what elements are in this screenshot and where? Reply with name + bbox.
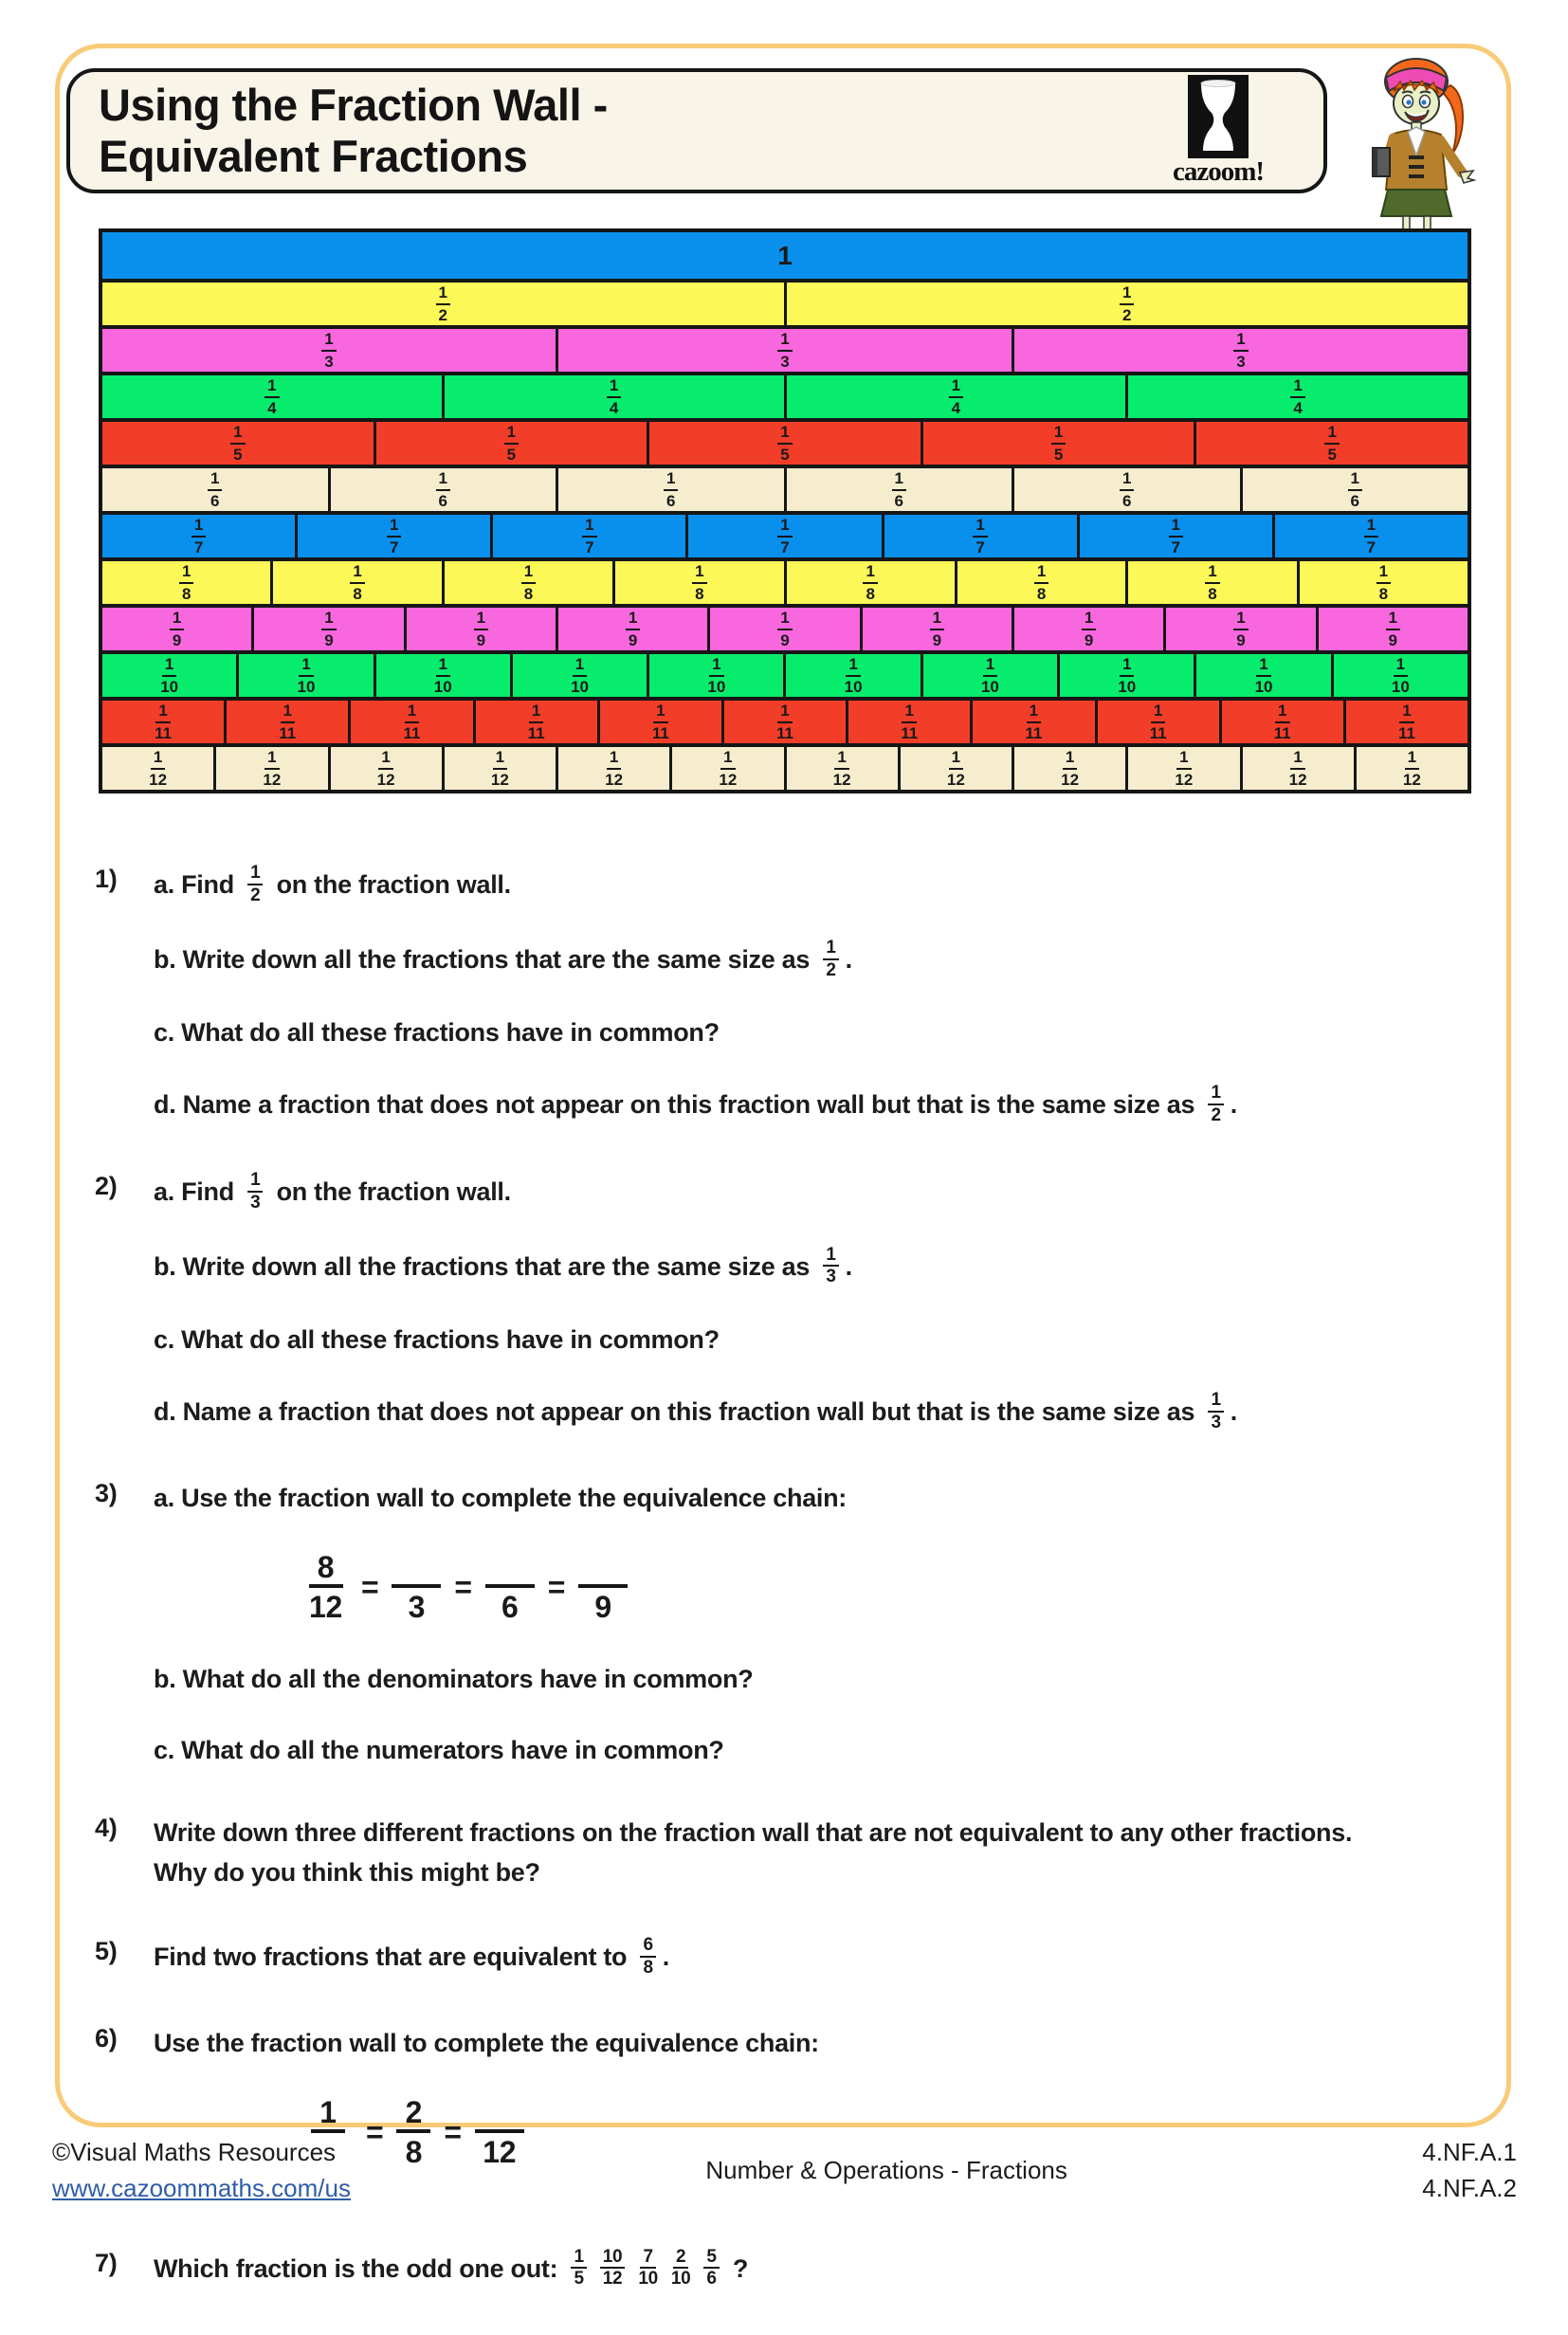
fraction: $\frac{1}{7}$ [387, 515, 401, 557]
question-part [154, 1085, 1488, 1128]
question-number: 2) [95, 1171, 118, 1200]
fraction: $\frac{1}{9}$ [1082, 608, 1096, 650]
fraction: $\frac{1}{5}$ [1051, 422, 1066, 465]
wall-cell [1012, 608, 1163, 650]
wall-cell [102, 561, 270, 604]
fraction: $\frac{1}{8}$ [1034, 561, 1048, 604]
question-text: c. What do all the numerators have in common? [154, 1735, 724, 1764]
fraction: $\frac{1}{7}$ [1169, 515, 1183, 557]
wall-cell [669, 747, 783, 790]
wall-cell [102, 515, 295, 557]
fraction: $\frac{1}{12}$ [376, 748, 395, 789]
wall-cell [348, 701, 472, 743]
wall-cell [213, 747, 327, 790]
fraction: $\frac{1}{10}$ [844, 655, 863, 696]
wall-cell [1012, 329, 1468, 372]
cazoom-drum-icon [1188, 75, 1249, 158]
wall-cell [1343, 701, 1468, 743]
fraction: $\frac{1}{12}$ [1061, 748, 1080, 789]
footer-standard-2: 4.NF.A.2 [1422, 2173, 1517, 2202]
fraction: $\frac{1}{11}$ [1397, 702, 1415, 742]
fraction: $\frac{1}{8}$ [1377, 561, 1391, 604]
equals-sign: = [444, 2114, 462, 2149]
question-7 [95, 2246, 1488, 2292]
wall-cell [102, 468, 328, 511]
footer-standard-1: 4.NF.A.1 [1422, 2138, 1517, 2166]
fraction: $\frac{1}{9}$ [626, 608, 640, 650]
wall-cell [1012, 747, 1125, 790]
question-text: on the fraction wall. [269, 1177, 511, 1206]
fraction: $\frac{1}{3}$ [321, 329, 336, 372]
question-body [154, 865, 1488, 1128]
wall-cell [1194, 422, 1468, 465]
fraction: $\frac{1}{10}$ [707, 655, 726, 696]
question-5 [95, 1937, 1488, 1980]
wall-cell [1194, 654, 1330, 697]
wall-cell [442, 747, 556, 790]
wall-cell [1125, 561, 1296, 604]
wall-cell [784, 283, 1468, 325]
fraction: $\frac{1}{4}$ [949, 375, 963, 418]
question-part [154, 1814, 1488, 1893]
wall-cell [374, 422, 647, 465]
wall-cell [784, 747, 898, 790]
fraction: $\frac{1}{3}$ [1233, 329, 1248, 372]
fraction: $\frac{1}{2}$ [1120, 283, 1134, 325]
question-2 [95, 1169, 1488, 1435]
fraction: $\frac{6}{8}$ [640, 1935, 655, 1979]
question-text: a. Find [154, 869, 242, 899]
question-part [154, 2024, 1488, 2064]
footer-standards [1422, 2135, 1517, 2206]
wall-cell [270, 561, 441, 604]
fraction: 6 [485, 1550, 535, 1626]
wall-cell [921, 422, 1194, 465]
fraction: $\frac{1}{10}$ [1391, 655, 1410, 696]
question-4 [95, 1814, 1488, 1893]
wall-cell [1125, 747, 1239, 790]
question-text: b. Write down all the fractions that are the same size as [154, 944, 817, 974]
question-part [154, 1479, 1488, 1519]
question-number: 5) [95, 1937, 118, 1966]
fraction: $\frac{1}{11}$ [155, 702, 173, 742]
wall-cell [102, 608, 251, 650]
wall-cell [236, 654, 373, 697]
wall-cell [102, 747, 213, 790]
footer-left [52, 2135, 351, 2206]
question-part [154, 865, 1488, 908]
wall-cell [1125, 375, 1468, 418]
question-text: . [1230, 1090, 1237, 1120]
fraction: $\frac{2}{10}$ [670, 2246, 691, 2289]
wall-cell [102, 701, 224, 743]
fraction: $\frac{1}{7}$ [777, 515, 792, 557]
wall-cell [295, 515, 490, 557]
fraction: $\frac{1}{10}$ [297, 655, 316, 696]
fraction: $\frac{1}{8}$ [1205, 561, 1219, 604]
question-text: d. Name a fraction that does not appear on this fraction wall but that is the same size as [154, 1090, 1202, 1120]
question-text: . [1230, 1397, 1237, 1427]
wall-cell [510, 654, 647, 697]
fraction: $\frac{1}{5}$ [230, 422, 245, 465]
wall-cell [556, 608, 707, 650]
questions [95, 865, 1488, 2335]
wall-cell [1240, 468, 1468, 511]
question-body [154, 1479, 1488, 1771]
fraction: $\frac{1}{3}$ [823, 1245, 838, 1288]
fraction: $\frac{1}{11}$ [1273, 702, 1291, 742]
fraction: 3 [392, 1550, 441, 1626]
wall-cell [721, 701, 846, 743]
fraction: $\frac{1}{10}$ [571, 655, 589, 696]
wall-cell [1163, 608, 1315, 650]
wall-cell [328, 468, 556, 511]
wall-cell [784, 468, 1012, 511]
wall-cell [1354, 747, 1468, 790]
fraction: $\frac{1}{10}$ [1118, 655, 1137, 696]
question-text: Which fraction is the odd one out: [154, 2253, 565, 2283]
fraction: $\frac{1}{7}$ [582, 515, 596, 557]
fraction: $\frac{1}{2}$ [436, 283, 450, 325]
question-part [154, 1013, 1488, 1053]
question-part [154, 2246, 1488, 2292]
wall-cell [556, 747, 669, 790]
question-text: b. Write down all the fractions that are the same size as [154, 1251, 817, 1281]
fraction: 9 [578, 1550, 628, 1626]
question-part [154, 1937, 1488, 1980]
question-part [154, 1392, 1488, 1435]
wall-cell [102, 375, 442, 418]
question-text: . [845, 944, 852, 974]
question-3 [95, 1479, 1488, 1771]
wall-cell [1057, 654, 1194, 697]
fraction: $\frac{1}{8}$ [521, 561, 536, 604]
fraction: $\frac{1}{4}$ [264, 375, 279, 418]
fraction: $\frac{1}{6}$ [208, 468, 222, 511]
wall-cell [921, 654, 1057, 697]
fraction: $\frac{1}{4}$ [1290, 375, 1304, 418]
wall-row-8 [102, 557, 1468, 604]
equation [296, 1550, 1488, 1626]
page-title-line2: Equivalent Fractions [99, 131, 528, 181]
fraction: $\frac{1}{7}$ [191, 515, 206, 557]
fraction: $\frac{1}{5}$ [1324, 422, 1339, 465]
wall-row-9 [102, 604, 1468, 650]
wall-cell [784, 561, 955, 604]
fraction: $\frac{1}{12}$ [1175, 748, 1194, 789]
question-text: Find two fractions that are equivalent to [154, 1943, 634, 1971]
fraction: $\frac{1}{5}$ [777, 422, 792, 465]
wall-cell [860, 608, 1012, 650]
fraction: 12 [475, 2095, 524, 2171]
fraction: $\frac{1}{9}$ [321, 608, 336, 650]
fraction: $\frac{1}{9}$ [170, 608, 184, 650]
wall-cell [556, 329, 1012, 372]
wall-row-11 [102, 697, 1468, 743]
fraction: $\frac{1}{12}$ [719, 748, 738, 789]
fraction: $\frac{1}{8}$ [350, 561, 364, 604]
equals-sign: = [547, 1569, 566, 1604]
fraction: $\frac{1}{9}$ [777, 608, 792, 650]
fraction: $\frac{1}{10}$ [433, 655, 452, 696]
fraction: $\frac{1}{12}$ [1402, 748, 1421, 789]
fraction: $\frac{1}{11}$ [651, 702, 669, 742]
fraction: $\frac{1}{9}$ [1386, 608, 1400, 650]
question-part [154, 1731, 1488, 1771]
question-text: Write down three different fractions on the fraction wall that are not equivalent to any other fractions. [154, 1818, 1353, 1848]
wall-cell [647, 654, 783, 697]
wall-row-10 [102, 650, 1468, 697]
wall-cell [898, 747, 1012, 790]
fraction: $\frac{1}{12}$ [1288, 748, 1307, 789]
fraction: $\frac{1}{3}$ [1208, 1390, 1223, 1433]
wall-cell [707, 608, 859, 650]
fraction: $\frac{2}{8}$ [396, 2095, 430, 2171]
fraction: $\frac{1}{5}$ [504, 422, 519, 465]
wall-cell [404, 608, 556, 650]
fraction: $\frac{1}{6}$ [892, 468, 906, 511]
wall-cell [1316, 608, 1468, 650]
question-part [154, 1244, 1488, 1290]
cazoom-logo-text: cazoom! [1172, 155, 1265, 187]
fraction: $\frac{1}{11}$ [1025, 702, 1043, 742]
fraction: $\frac{7}{10}$ [638, 2246, 658, 2289]
fraction: $\frac{1}{4}$ [607, 375, 621, 418]
footer-copyright: ©Visual Maths Resources [52, 2138, 337, 2166]
fraction: $\frac{1}{2}$ [247, 863, 263, 906]
fraction: $\frac{1}{12}$ [605, 748, 624, 789]
fraction: $\frac{1}{11}$ [1149, 702, 1167, 742]
wall-whole-label: 1 [777, 240, 793, 270]
wall-cell [1012, 468, 1240, 511]
wall-row-3 [102, 325, 1468, 372]
question-number: 6) [95, 2023, 118, 2052]
wall-cell [102, 329, 556, 372]
fraction: $\frac{10}{12}$ [600, 2247, 626, 2290]
wall-row-12 [102, 743, 1468, 790]
question-body [154, 1169, 1488, 1435]
wall-cell [490, 515, 685, 557]
fraction: $\frac{1}{6}$ [436, 468, 450, 511]
fraction: $\frac{1}{11}$ [901, 702, 919, 742]
fraction: $\frac{1}{10}$ [1254, 655, 1273, 696]
wall-cell [647, 422, 921, 465]
fraction: $\frac{8}{12}$ [309, 1549, 342, 1624]
wall-cell [685, 515, 881, 557]
question-body [154, 1937, 1488, 1980]
question-text: . [662, 1943, 669, 1971]
question-text: d. Name a fraction that does not appear on this fraction wall but that is the same size as [154, 1397, 1202, 1427]
fraction-wall [99, 228, 1471, 794]
fraction: $\frac{1}{12}$ [946, 748, 965, 789]
wall-cell [783, 654, 920, 697]
question-text: . [845, 1251, 852, 1281]
page-title [99, 80, 608, 181]
page-title-line1: Using the Fraction Wall - [99, 80, 608, 131]
wall-cell [955, 561, 1125, 604]
fraction: $\frac{1}{3}$ [777, 329, 792, 372]
title-box [66, 68, 1327, 193]
fraction: $\frac{1}{10}$ [160, 655, 179, 696]
question-text: ? [725, 2253, 749, 2283]
cazoom-logo [1147, 75, 1289, 188]
fraction: $\frac{1}{2}$ [1208, 1083, 1223, 1126]
wall-cell [473, 701, 597, 743]
wall-cell [1240, 747, 1354, 790]
fraction: $\frac{1}{11}$ [279, 702, 297, 742]
fraction: $\frac{1}{3}$ [247, 1170, 263, 1213]
wall-cell [597, 701, 721, 743]
fraction: $\frac{1}{12}$ [490, 748, 509, 789]
question-text: b. What do all the denominators have in common? [154, 1664, 754, 1693]
fraction: $\frac{1}{11}$ [403, 702, 421, 742]
wall-row-6 [102, 465, 1468, 511]
footer-topic: Number & Operations - Fractions [705, 2156, 1067, 2185]
question-number: 3) [95, 1478, 118, 1507]
equals-sign: = [454, 1569, 472, 1604]
equals-sign: = [366, 2114, 384, 2149]
wall-cell [102, 283, 784, 325]
question-part [154, 1321, 1488, 1360]
question-text: a. Use the fraction wall to complete the equivalence chain: [154, 1483, 847, 1512]
wall-cell [556, 468, 784, 511]
fraction: $\frac{5}{6}$ [703, 2247, 719, 2290]
question-text: Use the fraction wall to complete the equivalence chain: [154, 2028, 819, 2057]
question-number: 4) [95, 1814, 118, 1843]
fraction: 1 [303, 2095, 353, 2171]
question-text: on the fraction wall. [269, 869, 511, 899]
question-text: c. What do all these fractions have in common? [154, 1325, 720, 1355]
wall-cell [612, 561, 783, 604]
fraction: $\frac{1}{5}$ [571, 2247, 586, 2290]
wall-cell [102, 422, 374, 465]
wall-cell [442, 561, 612, 604]
wall-row-2 [102, 279, 1468, 325]
fraction: $\frac{1}{12}$ [263, 748, 282, 789]
question-text: a. Find [154, 1177, 242, 1206]
wall-row-1 [102, 232, 1468, 279]
wall-cell [1077, 515, 1272, 557]
question-body [154, 1814, 1488, 1893]
fraction: $\frac{1}{12}$ [149, 748, 168, 789]
equals-sign: = [361, 1569, 379, 1604]
wall-cell [251, 608, 403, 650]
fraction: $\frac{1}{11}$ [527, 702, 545, 742]
wall-cell [1297, 561, 1468, 604]
fraction: $\frac{1}{6}$ [1120, 468, 1134, 511]
wall-row-7 [102, 511, 1468, 557]
wall-cell [882, 515, 1077, 557]
wall-cell [224, 701, 348, 743]
fraction: $\frac{1}{12}$ [832, 748, 851, 789]
fraction: $\frac{1}{8}$ [863, 561, 877, 604]
fraction: $\frac{1}{9}$ [930, 608, 944, 650]
fraction: $\frac{1}{11}$ [776, 702, 794, 742]
wall-cell [970, 701, 1094, 743]
fraction: $\frac{1}{6}$ [1348, 468, 1362, 511]
wall-cell [1095, 701, 1219, 743]
question-1 [95, 865, 1488, 1128]
wall-cell [328, 747, 442, 790]
footer-link[interactable]: www.cazoommaths.com/us [52, 2173, 351, 2202]
fraction: $\frac{1}{2}$ [823, 938, 838, 981]
wall-cell [1272, 515, 1468, 557]
wall-row-5 [102, 418, 1468, 465]
question-text: Why do you think this might be? [154, 1858, 540, 1888]
wall-cell [442, 375, 784, 418]
wall-row-4 [102, 372, 1468, 418]
question-part [154, 939, 1488, 983]
footer [52, 2135, 1517, 2206]
wall-cell [846, 701, 970, 743]
wall-cell [102, 232, 1468, 279]
wall-cell [102, 654, 236, 697]
fraction: $\frac{1}{7}$ [1364, 515, 1378, 557]
fraction: $\frac{1}{6}$ [664, 468, 678, 511]
question-part [154, 1660, 1488, 1700]
wall-cell [1219, 701, 1343, 743]
fraction: $\frac{1}{9}$ [474, 608, 488, 650]
question-text: c. What do all these fractions have in common? [154, 1018, 720, 1048]
wall-cell [784, 375, 1126, 418]
fraction: $\frac{1}{10}$ [980, 655, 999, 696]
fraction: $\frac{1}{9}$ [1233, 608, 1248, 650]
fraction: $\frac{1}{8}$ [179, 561, 193, 604]
teacher-mascot [1348, 49, 1490, 244]
wall-cell [1331, 654, 1468, 697]
question-body [154, 2246, 1488, 2292]
fraction: $\frac{1}{7}$ [973, 515, 987, 557]
question-number: 7) [95, 2248, 118, 2277]
question-part [154, 1169, 1488, 1215]
fraction: $\frac{1}{8}$ [692, 561, 706, 604]
question-number: 1) [95, 865, 118, 893]
wall-cell [374, 654, 510, 697]
